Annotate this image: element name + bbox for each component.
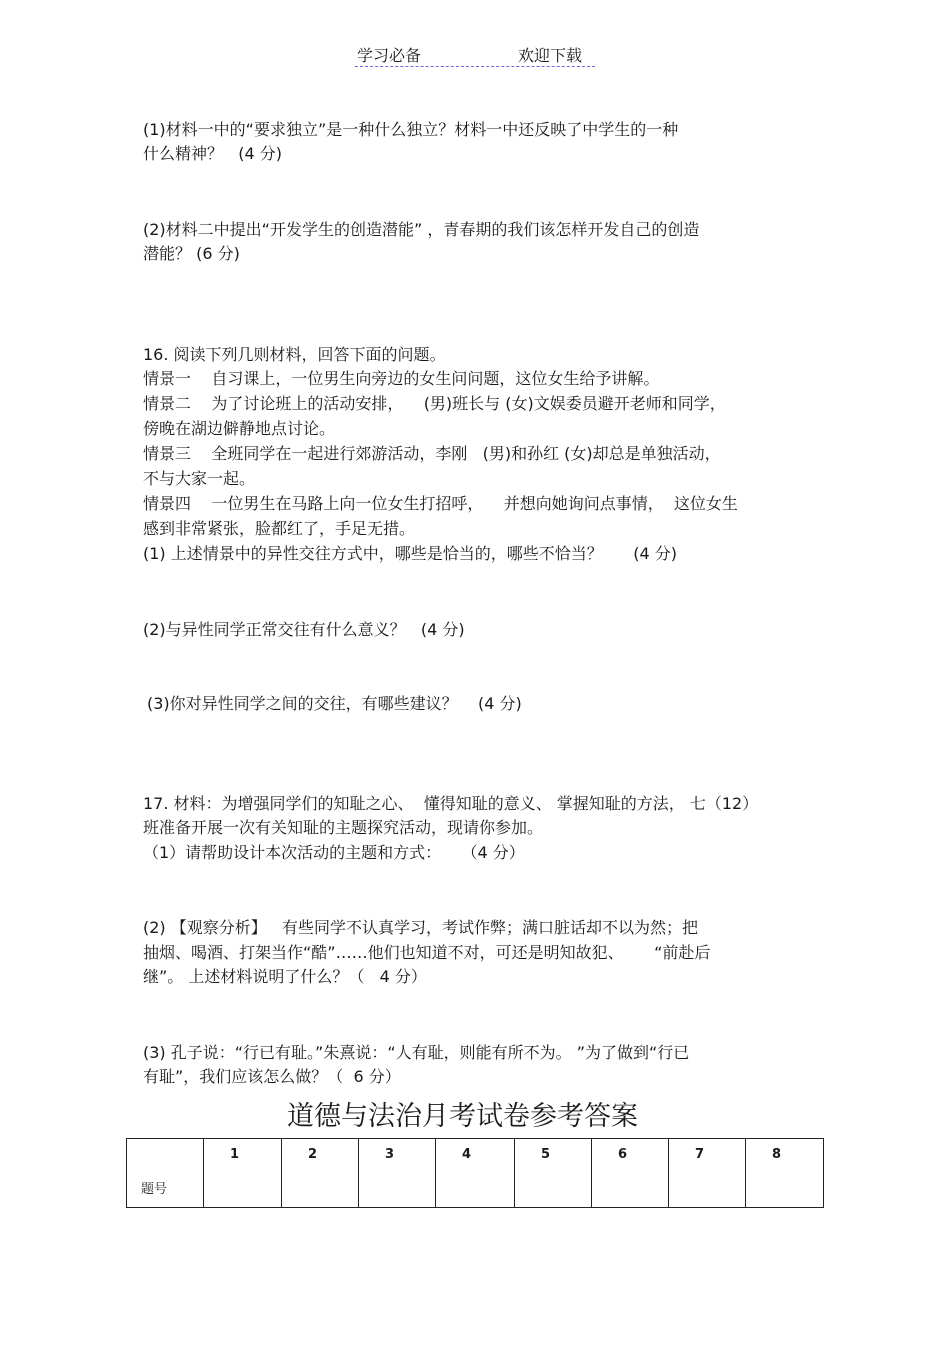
question-number-cell: 6 — [592, 1139, 669, 1208]
q16-scenario-1: 情景一 自习课上，一位男生向旁边的女生问问题，这位女生给予讲解。 — [143, 369, 660, 388]
q16-3: (3)你对异性同学之间的交往，有哪些建议？ (4 分) — [147, 694, 522, 713]
q17-2-line-1: (2) 【观察分析】 有些同学不认真学习，考试作弊；满口脏话却不以为然；把 — [143, 918, 699, 937]
q15-1-line-1: (1)材料一中的“要求独立”是一种什么独立？材料一中还反映了中学生的一种 — [143, 120, 679, 139]
question-number-cell: 5 — [515, 1139, 592, 1208]
q16-scenario-3-line-2: 不与大家一起。 — [143, 469, 256, 488]
q15-2-line-1: (2)材料二中提出“开发学生的创造潜能” ，青春期的我们该怎样开发自己的创造 — [143, 220, 700, 239]
header-left-text: 学习必备 — [357, 46, 422, 65]
q16-scenario-4-line-1: 情景四 一位男生在马路上向一位女生打招呼， 并想向她询问点事情， 这位女生 — [143, 494, 738, 513]
q15-1-line-2: 什么精神？ (4 分) — [143, 144, 283, 163]
question-number-cell: 3 — [359, 1139, 436, 1208]
q16-scenario-2-line-1: 情景二 为了讨论班上的活动安排， (男)班长与 (女)文娱委员避开老师和同学， — [143, 394, 726, 413]
question-number-cell: 4 — [436, 1139, 515, 1208]
answer-table-row — [127, 1139, 824, 1208]
page-header — [355, 40, 595, 67]
answer-key-title: 道德与法治月考试卷参考答案 — [287, 1101, 638, 1132]
q17-heading-line-1: 17. 材料：为增强同学们的知耻之心、 懂得知耻的意义、 掌握知耻的方法， 七（12） — [143, 794, 759, 813]
q17-2-line-3: 继”。 上述材料说明了什么？（ 4 分） — [143, 967, 427, 986]
q16-scenario-3-line-1: 情景三 全班同学在一起进行郊游活动，李刚 (男)和孙红 (女)却总是单独活动， — [143, 444, 721, 463]
q17-3-line-2: 有耻”，我们应该怎么做？（ 6 分） — [143, 1067, 401, 1086]
question-number-cell: 7 — [669, 1139, 746, 1208]
q16-1: (1) 上述情景中的异性交往方式中，哪些是恰当的，哪些不恰当？ (4 分) — [143, 544, 678, 563]
header-right-text: 欢迎下载 — [518, 46, 583, 65]
q17-3-line-1: (3) 孔子说：“行已有耻。”朱熹说：“人有耻，则能有所不为。 ”为了做到“行已 — [143, 1043, 690, 1062]
answer-table — [126, 1138, 824, 1208]
question-number-label: 题号 — [127, 1139, 204, 1208]
question-number-cell: 8 — [746, 1139, 824, 1208]
question-number-cell: 2 — [282, 1139, 359, 1208]
q15-2-line-2: 潜能？ (6 分) — [143, 244, 240, 263]
q16-scenario-4-line-2: 感到非常紧张，脸都红了，手足无措。 — [143, 519, 416, 538]
q16-2: (2)与异性同学正常交往有什么意义？ (4 分) — [143, 620, 465, 639]
q17-heading-line-2: 班准备开展一次有关知耻的主题探究活动，现请你参加。 — [143, 818, 544, 837]
q17-1: （1）请帮助设计本次活动的主题和方式： （4 分） — [143, 843, 525, 862]
q17-2-line-2: 抽烟、喝酒、打架当作“酷”……他们也知道不对，可还是明知故犯、 “前赴后 — [143, 943, 711, 962]
q16-heading: 16. 阅读下列几则材料，回答下面的问题。 — [143, 345, 446, 364]
q16-scenario-2-line-2: 傍晚在湖边僻静地点讨论。 — [143, 419, 336, 438]
question-number-cell: 1 — [204, 1139, 282, 1208]
